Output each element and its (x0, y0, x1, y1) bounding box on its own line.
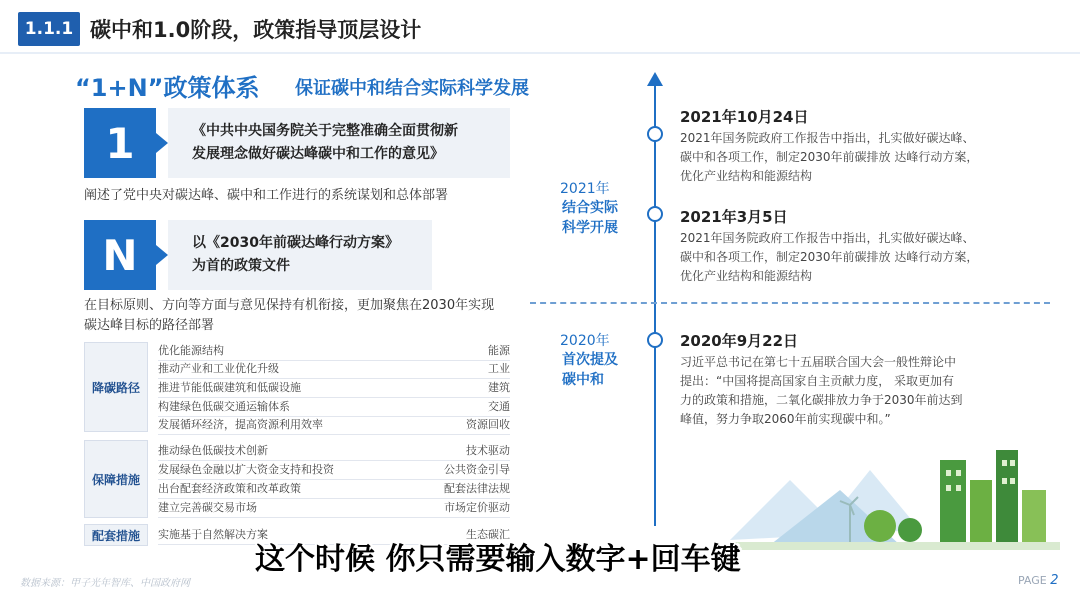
row-tag: 市场定价驱动 (444, 501, 510, 514)
row-tag: 技术驱动 (466, 444, 510, 457)
page-indicator (1018, 573, 1059, 588)
policy-system-title: “1+N”政策体系 (75, 74, 260, 102)
row-tag: 生态碳汇 (466, 528, 510, 541)
row-tag: 交通 (488, 400, 510, 413)
category-cell: 降碳路径 (84, 342, 148, 432)
video-subtitle: 这个时候 你只需要输入数字+回车键 (255, 542, 741, 577)
policy-system-subtitle: 保证碳中和结合实际科学发展 (295, 78, 529, 99)
event-body (680, 129, 1010, 186)
row-item: 推进节能低碳建筑和低碳设施 (158, 381, 301, 394)
event-line: 习近平总书记在第七十五届联合国大会一般性辩论中 (680, 355, 957, 369)
timeline-node (647, 206, 663, 222)
row-item: 建立完善碳交易市场 (158, 501, 257, 514)
table-row (158, 377, 510, 398)
event-line: 优化产业结构和能源结构 (680, 269, 813, 283)
one-document-card (168, 108, 510, 178)
event-line: 提出：“中国将提高国家自主贡献力度， 采取更加有 (680, 374, 955, 388)
event-body (680, 229, 1010, 286)
table-row (158, 459, 510, 480)
row-item: 出台配套经济政策和改革政策 (158, 482, 301, 495)
row-item: 优化能源结构 (158, 344, 224, 357)
n-doc-line2: 为首的政策文件 (192, 258, 290, 274)
row-tag: 公共资金引导 (444, 463, 510, 476)
section-badge: 1.1.1 (18, 12, 80, 46)
table-row (158, 414, 510, 435)
header-divider (0, 52, 1080, 54)
era-label-line2: 碳中和 (562, 372, 604, 388)
era-label (562, 350, 618, 390)
n-desc-line2: 碳达峰目标的路径部署 (84, 318, 215, 333)
event-line: 2021年国务院政府工作报告中指出，扎实做好碳达峰、 (680, 131, 975, 145)
table-row (158, 358, 510, 379)
era-label (562, 198, 618, 238)
timeline-arrow-icon (647, 72, 663, 86)
one-doc-line1: 《中共中央国务院关于完整准确全面贯彻新 (192, 123, 458, 139)
timeline-axis (654, 86, 656, 526)
one-badge: 1 (84, 108, 156, 178)
category-cell: 保障措施 (84, 440, 148, 518)
page-label: PAGE (1018, 574, 1047, 587)
event-date: 2021年3月5日 (680, 208, 788, 226)
row-tag: 工业 (488, 362, 510, 375)
row-item: 推动产业和工业优化升级 (158, 362, 279, 375)
event-date: 2020年9月22日 (680, 332, 799, 350)
row-tag: 能源 (488, 344, 510, 357)
event-line: 碳中和各项工作，制定2030年前碳排放 达峰行动方案， (680, 150, 979, 164)
event-body (680, 353, 1010, 429)
n-doc-line1: 以《2030年前碳达峰行动方案》 (192, 235, 399, 251)
n-pointer-icon (156, 245, 168, 265)
event-line: 峰值，努力争取2060年前实现碳中和。” (680, 412, 891, 426)
one-pointer-icon (156, 133, 168, 153)
table-row (158, 497, 510, 518)
category-cell: 配套措施 (84, 524, 148, 546)
timeline-node (647, 332, 663, 348)
footer-source: 数据来源：甲子光年智库、中国政府网 (20, 578, 190, 589)
row-tag: 配套法律法规 (444, 482, 510, 495)
row-tag: 资源回收 (466, 418, 510, 431)
event-line: 力的政策和措施，二氧化碳排放力争于2030年前达到 (680, 393, 963, 407)
page-number: 2 (1050, 573, 1059, 588)
n-document-card (168, 220, 432, 290)
era-year: 2021年 (560, 181, 610, 197)
era-divider (530, 302, 1050, 304)
one-description: 阐述了党中央对碳达峰、碳中和工作进行的系统谋划和总体部署 (84, 188, 449, 203)
event-line: 优化产业结构和能源结构 (680, 169, 813, 183)
era-label-line2: 科学开展 (562, 220, 618, 236)
event-line: 碳中和各项工作，制定2030年前碳排放 达峰行动方案， (680, 250, 979, 264)
row-tag: 建筑 (488, 381, 510, 394)
row-item: 推动绿色低碳技术创新 (158, 444, 268, 457)
n-desc-line1: 在目标原则、方向等方面与意见保持有机衔接，更加聚焦在2030年实现 (84, 298, 495, 313)
row-item: 实施基于自然解决方案 (158, 528, 268, 541)
row-item: 构建绿色低碳交通运输体系 (158, 400, 290, 413)
timeline-node (647, 126, 663, 142)
n-description (84, 296, 494, 336)
era-year: 2020年 (560, 333, 610, 349)
row-item: 发展绿色金融以扩大资金支持和投资 (158, 463, 334, 476)
event-line: 2021年国务院政府工作报告中指出，扎实做好碳达峰、 (680, 231, 975, 245)
one-doc-line2: 发展理念做好碳达峰碳中和工作的意见》 (192, 146, 444, 162)
green-city-illustration (730, 430, 1060, 550)
table-row (158, 440, 510, 461)
event-date: 2021年10月24日 (680, 108, 809, 126)
n-badge: N (84, 220, 156, 290)
page-title: 碳中和1.0阶段，政策指导顶层设计 (90, 18, 422, 42)
table-row (158, 478, 510, 499)
era-label-line1: 结合实际 (562, 200, 618, 216)
era-label-line1: 首次提及 (562, 352, 618, 368)
row-item: 发展循环经济，提高资源利用效率 (158, 418, 323, 431)
